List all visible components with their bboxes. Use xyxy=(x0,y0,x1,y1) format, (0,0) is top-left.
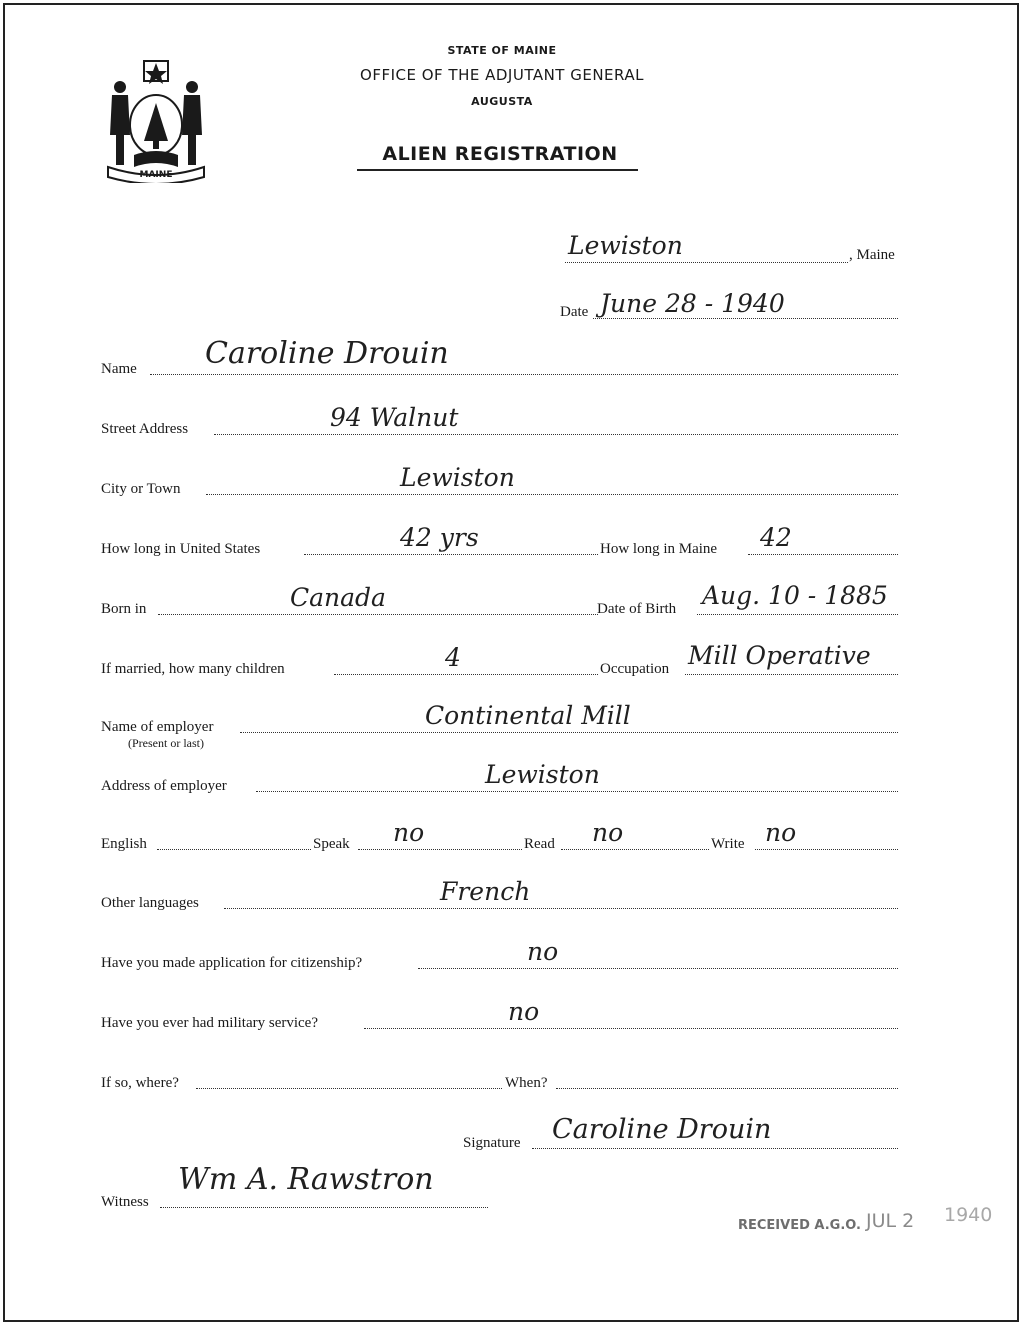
occupation-line xyxy=(685,674,898,675)
employer-value: Continental Mill xyxy=(425,701,631,730)
children-label: If married, how many children xyxy=(101,661,285,677)
witness-value: Wm A. Rawstron xyxy=(178,1162,434,1197)
place-suffix: , Maine xyxy=(849,247,895,263)
how-long-maine-line xyxy=(748,554,898,555)
when-label: When? xyxy=(505,1075,548,1091)
english-line xyxy=(157,849,311,850)
citizenship-line xyxy=(418,968,898,969)
header-city: AUGUSTA xyxy=(471,95,533,108)
city-value: Lewiston xyxy=(400,463,515,492)
received-stamp-text: RECEIVED A.G.O. xyxy=(738,1218,861,1233)
employer-sublabel: (Present or last) xyxy=(128,736,204,750)
other-languages-value: French xyxy=(440,877,531,906)
signature-line xyxy=(532,1148,898,1149)
children-value: 4 xyxy=(445,643,461,672)
how-long-us-label: How long in United States xyxy=(101,541,261,557)
children-line xyxy=(334,674,598,675)
date-of-birth-value: Aug. 10 - 1885 xyxy=(702,581,888,610)
born-in-value: Canada xyxy=(290,583,386,612)
employer-label: Name of employer xyxy=(101,719,214,735)
how-long-us-line xyxy=(304,554,598,555)
military-label: Have you ever had military service? xyxy=(101,1015,318,1031)
place-line xyxy=(565,262,848,263)
employer-address-label: Address of employer xyxy=(101,778,227,794)
form-title: ALIEN REGISTRATION xyxy=(382,143,618,165)
born-in-label: Born in xyxy=(101,601,147,617)
witness-label: Witness xyxy=(101,1194,149,1210)
employer-address-value: Lewiston xyxy=(485,760,600,789)
title-underline xyxy=(357,169,638,171)
street-address-value: 94 Walnut xyxy=(330,403,459,432)
occupation-label: Occupation xyxy=(600,661,670,677)
name-label: Name xyxy=(101,361,137,377)
speak-value: no xyxy=(393,818,425,847)
header-office: OFFICE OF THE ADJUTANT GENERAL xyxy=(360,66,644,84)
city-line xyxy=(206,494,898,495)
speak-label: Speak xyxy=(313,836,350,852)
seal-banner-text: MAINE xyxy=(139,170,173,180)
write-line xyxy=(755,849,898,850)
english-label: English xyxy=(101,836,147,852)
received-stamp-date: JUL 2 xyxy=(866,1210,915,1232)
name-line xyxy=(150,374,898,375)
if-so-where-line xyxy=(196,1088,502,1089)
employer-line xyxy=(240,732,898,733)
maine-state-seal-icon xyxy=(104,55,208,183)
military-value: no xyxy=(508,997,540,1026)
signature-label: Signature xyxy=(463,1135,521,1151)
when-line xyxy=(556,1088,898,1089)
place-value: Lewiston xyxy=(568,231,683,260)
employer-address-line xyxy=(256,791,898,792)
occupation-value: Mill Operative xyxy=(688,641,871,670)
if-so-where-label: If so, where? xyxy=(101,1075,179,1091)
citizenship-label: Have you made application for citizenship? xyxy=(101,955,363,971)
read-line xyxy=(561,849,709,850)
write-label: Write xyxy=(711,836,745,852)
date-of-birth-line xyxy=(697,614,898,615)
born-in-line xyxy=(158,614,598,615)
military-line xyxy=(364,1028,898,1029)
read-value: no xyxy=(592,818,624,847)
other-languages-line xyxy=(224,908,898,909)
citizenship-value: no xyxy=(527,937,559,966)
witness-line xyxy=(160,1207,488,1208)
speak-line xyxy=(358,849,522,850)
date-value: June 28 - 1940 xyxy=(600,289,785,318)
read-label: Read xyxy=(524,836,555,852)
date-label: Date xyxy=(560,304,589,320)
date-line xyxy=(593,318,898,319)
city-label: City or Town xyxy=(101,481,181,497)
other-languages-label: Other languages xyxy=(101,895,199,911)
how-long-maine-value: 42 xyxy=(760,523,792,552)
name-value: Caroline Drouin xyxy=(205,336,449,371)
signature-value: Caroline Drouin xyxy=(552,1114,772,1145)
street-address-line xyxy=(214,434,898,435)
date-of-birth-label: Date of Birth xyxy=(597,601,677,617)
street-address-label: Street Address xyxy=(101,421,189,437)
header-state: STATE OF MAINE xyxy=(447,44,557,57)
how-long-us-value: 42 yrs xyxy=(400,523,479,552)
write-value: no xyxy=(765,818,797,847)
how-long-maine-label: How long in Maine xyxy=(600,541,718,557)
received-stamp-year: 1940 xyxy=(944,1204,993,1226)
